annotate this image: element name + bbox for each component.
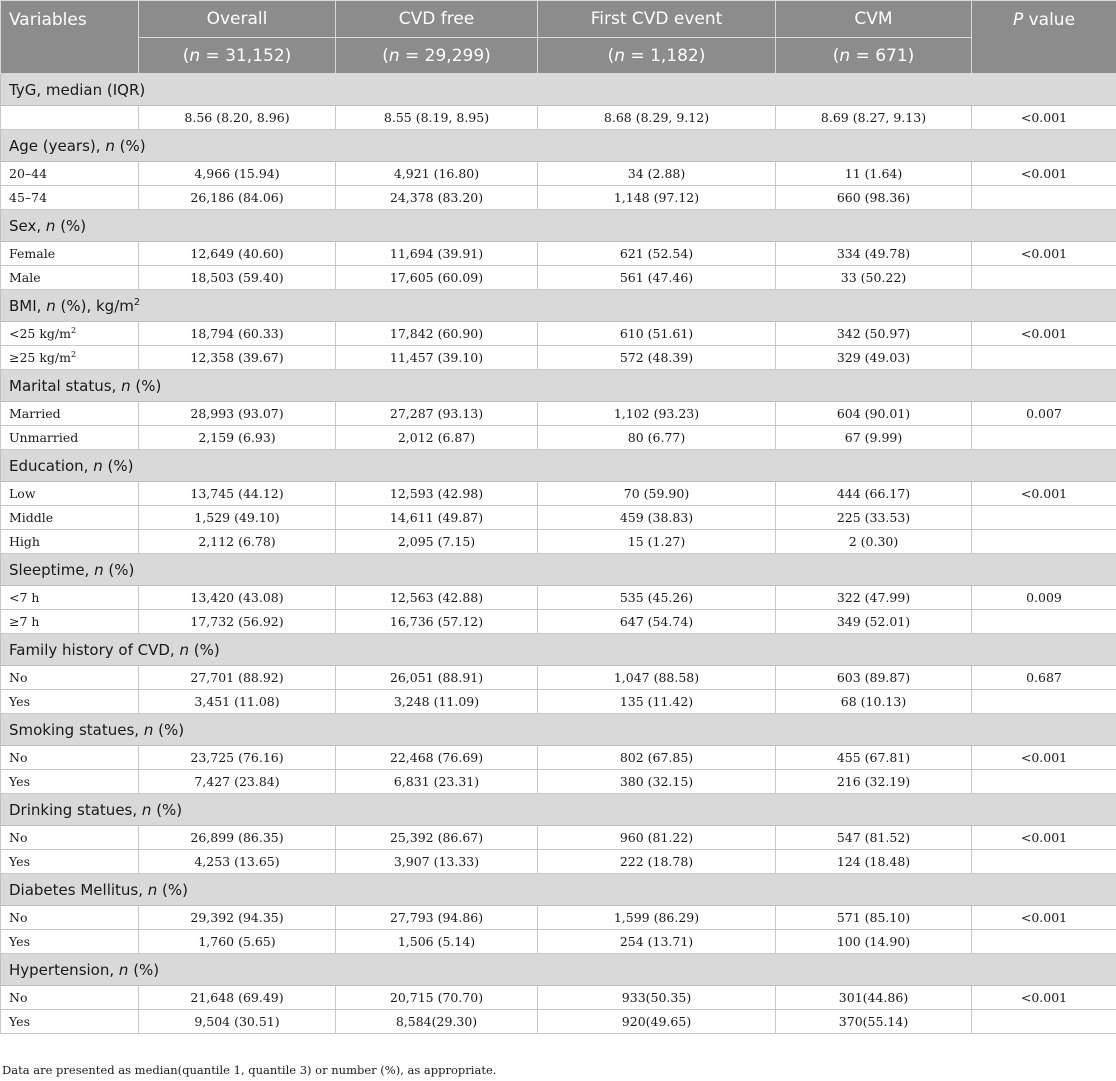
p-value-cell bbox=[972, 850, 1116, 874]
value-cell: 15 (1.27) bbox=[538, 530, 776, 554]
table-row bbox=[1, 106, 1116, 130]
value-cell: 26,899 (86.35) bbox=[139, 826, 336, 850]
table-row bbox=[1, 506, 1116, 530]
value-cell: 68 (10.13) bbox=[776, 690, 972, 714]
value-cell: 3,451 (11.08) bbox=[139, 690, 336, 714]
value-cell: 1,102 (93.23) bbox=[538, 402, 776, 426]
table-row bbox=[1, 690, 1116, 714]
value-cell: 12,563 (42.88) bbox=[336, 586, 538, 610]
table-row bbox=[1, 426, 1116, 450]
row-label: No bbox=[1, 746, 139, 770]
section-title: Sleeptime, n (%) bbox=[1, 554, 1116, 586]
table-body bbox=[1, 74, 1116, 1034]
value-cell: 222 (18.78) bbox=[538, 850, 776, 874]
value-cell: 11,694 (39.91) bbox=[336, 242, 538, 266]
header-cvd-free-n: (n = 29,299) bbox=[336, 38, 538, 74]
row-label bbox=[1, 106, 139, 130]
p-value-cell: <0.001 bbox=[972, 322, 1116, 346]
n-italic: n bbox=[839, 45, 851, 66]
value-cell: 26,186 (84.06) bbox=[139, 186, 336, 210]
row-label: ≥7 h bbox=[1, 610, 139, 634]
p-value-cell bbox=[972, 610, 1116, 634]
section-row bbox=[1, 450, 1116, 482]
value-cell: 455 (67.81) bbox=[776, 746, 972, 770]
row-label: Yes bbox=[1, 770, 139, 794]
value-cell: 17,605 (60.09) bbox=[336, 266, 538, 290]
row-label: Yes bbox=[1, 1010, 139, 1034]
header-cvm-n: (n = 671) bbox=[776, 38, 972, 74]
value-cell: 34 (2.88) bbox=[538, 162, 776, 186]
p-value-cell: <0.001 bbox=[972, 986, 1116, 1010]
row-label: Married bbox=[1, 402, 139, 426]
p-value-cell bbox=[972, 186, 1116, 210]
table-row bbox=[1, 586, 1116, 610]
value-cell: 1,760 (5.65) bbox=[139, 930, 336, 954]
p-value-cell: <0.001 bbox=[972, 482, 1116, 506]
value-cell: 301(44.86) bbox=[776, 986, 972, 1010]
table-row bbox=[1, 1010, 1116, 1034]
value-cell: 3,248 (11.09) bbox=[336, 690, 538, 714]
header-overall-n: (n = 31,152) bbox=[139, 38, 336, 74]
value-cell: 604 (90.01) bbox=[776, 402, 972, 426]
value-cell: 2,159 (6.93) bbox=[139, 426, 336, 450]
section-row bbox=[1, 370, 1116, 402]
p-value-cell: 0.009 bbox=[972, 586, 1116, 610]
value-cell: 12,649 (40.60) bbox=[139, 242, 336, 266]
table-row bbox=[1, 666, 1116, 690]
value-cell: 21,648 (69.49) bbox=[139, 986, 336, 1010]
section-row bbox=[1, 130, 1116, 162]
row-label: No bbox=[1, 666, 139, 690]
value-cell: 603 (89.87) bbox=[776, 666, 972, 690]
p-value-cell bbox=[972, 426, 1116, 450]
value-cell: 18,503 (59.40) bbox=[139, 266, 336, 290]
p-value-cell bbox=[972, 930, 1116, 954]
row-label: Female bbox=[1, 242, 139, 266]
value-cell: 8.56 (8.20, 8.96) bbox=[139, 106, 336, 130]
table-header bbox=[1, 1, 1116, 74]
value-cell: 2,095 (7.15) bbox=[336, 530, 538, 554]
row-label: No bbox=[1, 986, 139, 1010]
value-cell: 23,725 (76.16) bbox=[139, 746, 336, 770]
row-label: <7 h bbox=[1, 586, 139, 610]
p-value-cell bbox=[972, 770, 1116, 794]
row-label: Middle bbox=[1, 506, 139, 530]
p-value-cell bbox=[972, 1010, 1116, 1034]
row-label: High bbox=[1, 530, 139, 554]
section-title: Sex, n (%) bbox=[1, 210, 1116, 242]
value-cell: 1,506 (5.14) bbox=[336, 930, 538, 954]
value-cell: 29,392 (94.35) bbox=[139, 906, 336, 930]
value-cell: 647 (54.74) bbox=[538, 610, 776, 634]
value-cell: 14,611 (49.87) bbox=[336, 506, 538, 530]
p-value-cell: <0.001 bbox=[972, 746, 1116, 770]
value-cell: 12,593 (42.98) bbox=[336, 482, 538, 506]
table-row bbox=[1, 346, 1116, 370]
value-cell: 12,358 (39.67) bbox=[139, 346, 336, 370]
value-cell: 920(49.65) bbox=[538, 1010, 776, 1034]
header-variables: Variables bbox=[1, 1, 139, 74]
value-cell: 349 (52.01) bbox=[776, 610, 972, 634]
value-cell: 8.69 (8.27, 9.13) bbox=[776, 106, 972, 130]
row-label: <25 $kg/m^2$ bbox=[1, 322, 139, 346]
p-value-cell bbox=[972, 346, 1116, 370]
p-value-cell bbox=[972, 266, 1116, 290]
value-cell: 444 (66.17) bbox=[776, 482, 972, 506]
value-cell: 67 (9.99) bbox=[776, 426, 972, 450]
value-cell: 3,907 (13.33) bbox=[336, 850, 538, 874]
p-value-cell bbox=[972, 690, 1116, 714]
row-label: ≥25 $kg/m^2$ bbox=[1, 346, 139, 370]
value-cell: 960 (81.22) bbox=[538, 826, 776, 850]
value-cell: 7,427 (23.84) bbox=[139, 770, 336, 794]
table-row bbox=[1, 826, 1116, 850]
table-row bbox=[1, 530, 1116, 554]
row-label: Yes bbox=[1, 930, 139, 954]
value-cell: 11,457 (39.10) bbox=[336, 346, 538, 370]
n-value: = 29,299 bbox=[399, 45, 485, 66]
header-first-cvd-event: First CVD event bbox=[538, 1, 776, 38]
header-first-cvd-event-n: (n = 1,182) bbox=[538, 38, 776, 74]
value-cell: 13,420 (43.08) bbox=[139, 586, 336, 610]
n-value: = 31,152 bbox=[200, 45, 285, 66]
value-cell: 225 (33.53) bbox=[776, 506, 972, 530]
value-cell: 610 (51.61) bbox=[538, 322, 776, 346]
n-italic: n bbox=[189, 45, 201, 66]
value-cell: 27,287 (93.13) bbox=[336, 402, 538, 426]
section-title: TyG, median (IQR) bbox=[1, 74, 1116, 106]
value-cell: 535 (45.26) bbox=[538, 586, 776, 610]
section-title: Family history of CVD, n (%) bbox=[1, 634, 1116, 666]
value-cell: 20,715 (70.70) bbox=[336, 986, 538, 1010]
value-cell: 254 (13.71) bbox=[538, 930, 776, 954]
value-cell: 24,378 (83.20) bbox=[336, 186, 538, 210]
section-row bbox=[1, 794, 1116, 826]
value-cell: 342 (50.97) bbox=[776, 322, 972, 346]
value-cell: 547 (81.52) bbox=[776, 826, 972, 850]
section-title: Age (years), n (%) bbox=[1, 130, 1116, 162]
table-row bbox=[1, 610, 1116, 634]
value-cell: 660 (98.36) bbox=[776, 186, 972, 210]
value-cell: 2 (0.30) bbox=[776, 530, 972, 554]
value-cell: 561 (47.46) bbox=[538, 266, 776, 290]
value-cell: 1,047 (88.58) bbox=[538, 666, 776, 690]
value-cell: 6,831 (23.31) bbox=[336, 770, 538, 794]
n-value: = 671 bbox=[850, 45, 908, 66]
header-p-value bbox=[972, 1, 1116, 74]
value-cell: 8.68 (8.29, 9.12) bbox=[538, 106, 776, 130]
table-row bbox=[1, 906, 1116, 930]
value-cell: 322 (47.99) bbox=[776, 586, 972, 610]
value-cell: 11 (1.64) bbox=[776, 162, 972, 186]
row-label: No bbox=[1, 826, 139, 850]
table-row bbox=[1, 850, 1116, 874]
table-row bbox=[1, 482, 1116, 506]
section-title: Education, n (%) bbox=[1, 450, 1116, 482]
value-cell: 27,701 (88.92) bbox=[139, 666, 336, 690]
value-cell: 933(50.35) bbox=[538, 986, 776, 1010]
value-cell: 27,793 (94.86) bbox=[336, 906, 538, 930]
value-cell: 16,736 (57.12) bbox=[336, 610, 538, 634]
value-cell: 28,993 (93.07) bbox=[139, 402, 336, 426]
n-italic: n bbox=[388, 45, 400, 66]
row-label: Yes bbox=[1, 850, 139, 874]
table-row bbox=[1, 986, 1116, 1010]
p-value-cell bbox=[972, 530, 1116, 554]
value-cell: 370(55.14) bbox=[776, 1010, 972, 1034]
value-cell: 17,842 (60.90) bbox=[336, 322, 538, 346]
value-cell: 100 (14.90) bbox=[776, 930, 972, 954]
table-row bbox=[1, 746, 1116, 770]
section-title: BMI, n (%), $kg/m^2$ bbox=[1, 290, 1116, 322]
table-row bbox=[1, 242, 1116, 266]
value-cell: 380 (32.15) bbox=[538, 770, 776, 794]
p-value-cell: <0.001 bbox=[972, 162, 1116, 186]
table-row bbox=[1, 770, 1116, 794]
p-value-cell bbox=[972, 506, 1116, 530]
header-cvm: CVM bbox=[776, 1, 972, 38]
value-cell: 329 (49.03) bbox=[776, 346, 972, 370]
value-cell: 9,504 (30.51) bbox=[139, 1010, 336, 1034]
value-cell: 2,112 (6.78) bbox=[139, 530, 336, 554]
value-cell: 18,794 (60.33) bbox=[139, 322, 336, 346]
section-row bbox=[1, 290, 1116, 322]
table-row bbox=[1, 162, 1116, 186]
p-value-label: value bbox=[1023, 10, 1076, 30]
p-value-cell: <0.001 bbox=[972, 906, 1116, 930]
value-cell: 8.55 (8.19, 8.95) bbox=[336, 106, 538, 130]
section-row bbox=[1, 210, 1116, 242]
header-overall: Overall bbox=[139, 1, 336, 38]
value-cell: 17,732 (56.92) bbox=[139, 610, 336, 634]
value-cell: 334 (49.78) bbox=[776, 242, 972, 266]
p-value-cell: 0.007 bbox=[972, 402, 1116, 426]
value-cell: 4,921 (16.80) bbox=[336, 162, 538, 186]
row-label: 20–44 bbox=[1, 162, 139, 186]
row-label: Male bbox=[1, 266, 139, 290]
value-cell: 572 (48.39) bbox=[538, 346, 776, 370]
section-row bbox=[1, 634, 1116, 666]
value-cell: 1,599 (86.29) bbox=[538, 906, 776, 930]
value-cell: 4,966 (15.94) bbox=[139, 162, 336, 186]
row-label: 45–74 bbox=[1, 186, 139, 210]
section-title: Marital status, n (%) bbox=[1, 370, 1116, 402]
section-row bbox=[1, 74, 1116, 106]
section-title: Hypertension, n (%) bbox=[1, 954, 1116, 986]
section-row bbox=[1, 714, 1116, 746]
table-row bbox=[1, 930, 1116, 954]
p-value-cell: <0.001 bbox=[972, 106, 1116, 130]
p-value-cell: 0.687 bbox=[972, 666, 1116, 690]
value-cell: 621 (52.54) bbox=[538, 242, 776, 266]
row-label: Unmarried bbox=[1, 426, 139, 450]
section-title: Drinking statues, n (%) bbox=[1, 794, 1116, 826]
value-cell: 13,745 (44.12) bbox=[139, 482, 336, 506]
value-cell: 216 (32.19) bbox=[776, 770, 972, 794]
section-row bbox=[1, 874, 1116, 906]
section-row bbox=[1, 554, 1116, 586]
value-cell: 26,051 (88.91) bbox=[336, 666, 538, 690]
row-label: No bbox=[1, 906, 139, 930]
value-cell: 8,584(29.30) bbox=[336, 1010, 538, 1034]
p-italic: P bbox=[1012, 10, 1024, 30]
section-title: Smoking statues, n (%) bbox=[1, 714, 1116, 746]
value-cell: 80 (6.77) bbox=[538, 426, 776, 450]
section-row bbox=[1, 954, 1116, 986]
value-cell: 1,529 (49.10) bbox=[139, 506, 336, 530]
value-cell: 22,468 (76.69) bbox=[336, 746, 538, 770]
value-cell: 70 (59.90) bbox=[538, 482, 776, 506]
value-cell: 571 (85.10) bbox=[776, 906, 972, 930]
value-cell: 1,148 (97.12) bbox=[538, 186, 776, 210]
value-cell: 459 (38.83) bbox=[538, 506, 776, 530]
row-label: Yes bbox=[1, 690, 139, 714]
section-title: Diabetes Mellitus, n (%) bbox=[1, 874, 1116, 906]
value-cell: 135 (11.42) bbox=[538, 690, 776, 714]
value-cell: 25,392 (86.67) bbox=[336, 826, 538, 850]
p-value-cell: <0.001 bbox=[972, 242, 1116, 266]
n-value: = 1,182 bbox=[625, 45, 699, 66]
value-cell: 4,253 (13.65) bbox=[139, 850, 336, 874]
table-row bbox=[1, 186, 1116, 210]
table-row bbox=[1, 322, 1116, 346]
value-cell: 33 (50.22) bbox=[776, 266, 972, 290]
value-cell: 802 (67.85) bbox=[538, 746, 776, 770]
value-cell: 124 (18.48) bbox=[776, 850, 972, 874]
value-cell: 2,012 (6.87) bbox=[336, 426, 538, 450]
row-label: Low bbox=[1, 482, 139, 506]
header-cvd-free: CVD free bbox=[336, 1, 538, 38]
table-row bbox=[1, 402, 1116, 426]
p-value-cell: <0.001 bbox=[972, 826, 1116, 850]
n-italic: n bbox=[614, 45, 626, 66]
footnote: Data are presented as median(quantile 1, quantile 3) or number (%), as appropriate. bbox=[2, 1063, 497, 1077]
table-row bbox=[1, 266, 1116, 290]
